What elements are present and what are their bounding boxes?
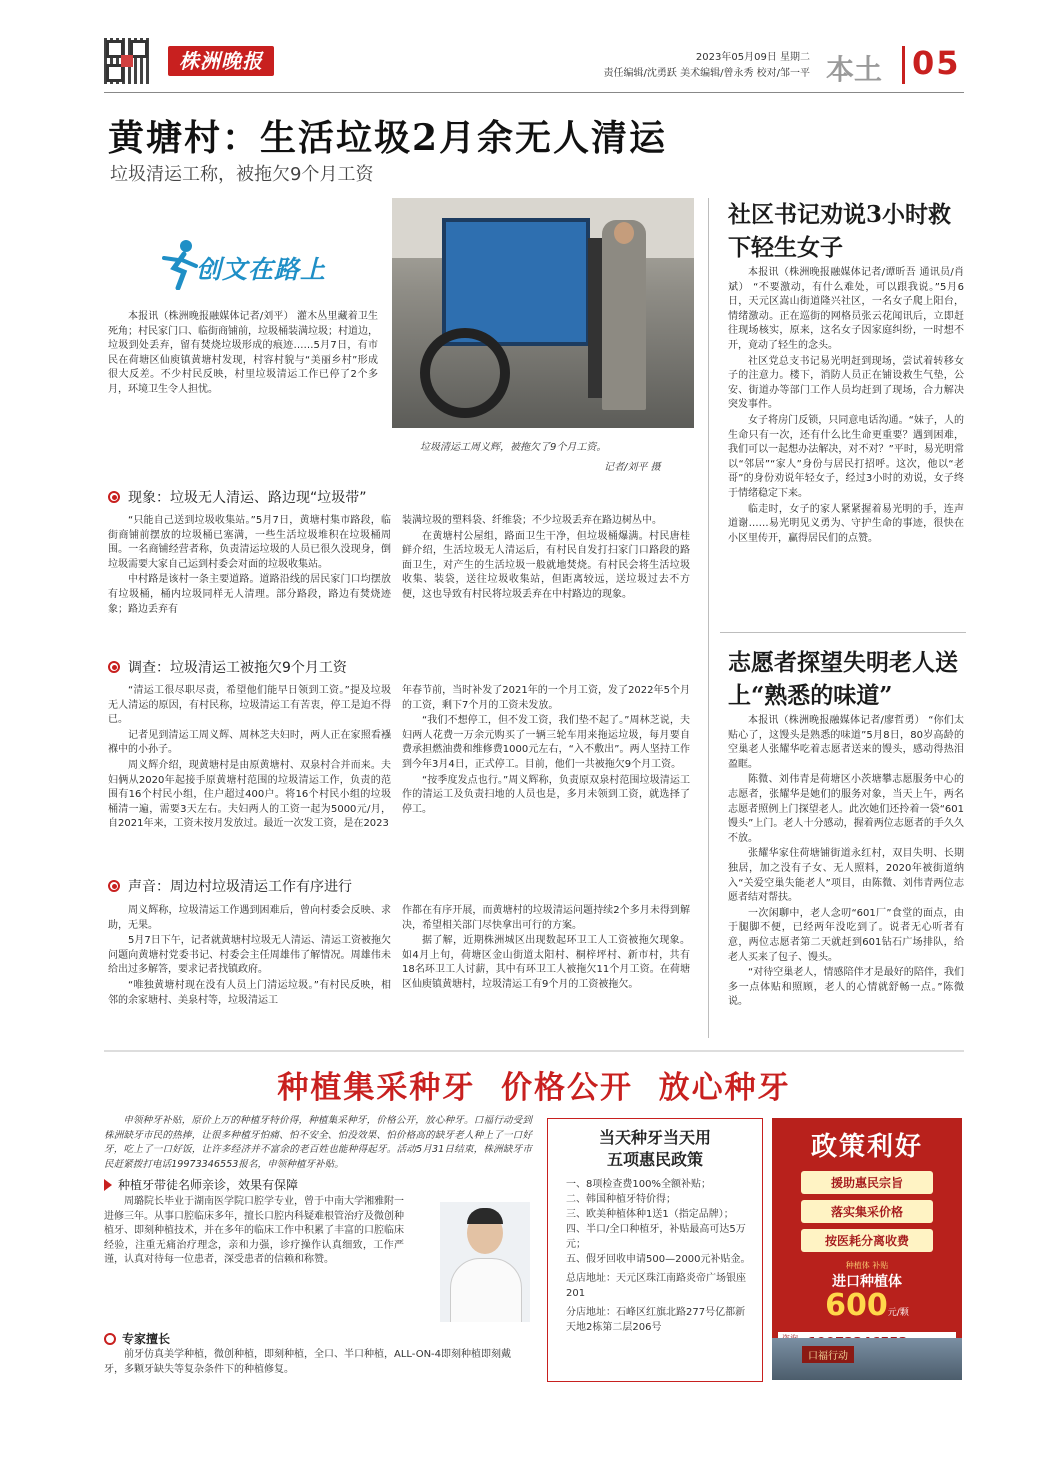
policy-title: 当天种牙当天用 五项惠民政策: [598, 1128, 711, 1169]
policy-item: 一、8项检查费100%全额补贴；: [566, 1179, 711, 1190]
banner-item: 援助惠民宗旨: [801, 1171, 933, 1194]
bullet-icon: [108, 491, 120, 503]
column-divider: [708, 198, 709, 1038]
doctor-heading: [104, 1176, 532, 1193]
header-divider: [902, 46, 905, 84]
paragraph: “我们不想停工，但不发工资，我们垫不起了。”周林芝说，夫妇两人花费一万余元购买了一辆三轮车用来拖运垃圾，每月要自费承担燃油费和维修费1000元左右，“入不敷出”。两人坚持工作到今年3月4日，正式停工。目前，他们一共被拖欠9个月工资。: [402, 715, 690, 770]
paragraph: “唯独黄塘村现在没有人员上门清运垃圾。”有村民反映，相邻的余家塘村、美泉村等，垃圾清运工: [108, 979, 391, 1006]
policy-item: 四、半口/全口种植牙，补贴最高可达5万元；: [566, 1224, 746, 1250]
section3-col2: [402, 904, 690, 993]
policy-item: 二、韩国种植牙特价得；: [566, 1194, 676, 1205]
paragraph: 中村路是该村一条主要道路。道路沿线的居民家门口均摆放有垃圾桶，桶内垃圾同样无人清理。部分路段，路边有焚烧迹象；路边丢弃有: [108, 574, 391, 615]
paragraph: “清运工很尽职尽责，希望他们能早日领到工资。”提及垃圾无人清运的原因，有村民称，垃圾清运工有苦衷，停工是迫不得已。: [108, 685, 391, 726]
banner-item: 落实集采价格: [801, 1200, 933, 1223]
section1-col1: [108, 514, 391, 617]
page-number: 05: [912, 44, 961, 82]
lead-intro: [108, 310, 378, 398]
policy-box: [547, 1118, 763, 1382]
address-main: 总店地址：天元区珠江南路炎帝广场银座201: [566, 1273, 746, 1299]
section-name: 本土: [826, 53, 883, 86]
lead-intro-text: 本报讯（株洲晚报融媒体记者/刘平） 灌木丛里藏着卫生死角；村民家门口、临街商铺前，垃圾桶装满垃圾；村道边，垃圾到处丢弃，留有焚烧垃圾形成的痕迹……5月7日，有市民在荷塘区仙庾镇黄塘村发现，村容村貌与“美丽乡村”形成很大反差。不少村民反映，村里垃圾清运工作已停了2个多月，环境卫生令人担忧。: [108, 311, 378, 395]
paragraph: 社区党总支书记易光明赶到现场，尝试着转移女子的注意力。楼下，消防人员正在铺设救生气垫，公安、街道办等部门工作人员均赶到了现场，合力解决突发事件。: [728, 355, 964, 411]
masthead-text: 株洲晚报: [179, 49, 263, 73]
section2-col2: [402, 684, 690, 817]
section1-col2: [402, 514, 690, 603]
storefront-photo: [772, 1338, 962, 1380]
column-logo: [156, 238, 352, 294]
section2-col1: [108, 684, 391, 832]
promo-banner: [772, 1118, 962, 1380]
lead-subhead: 垃圾清运工称，被拖欠9个月工资: [110, 164, 374, 185]
paragraph: 一次闲聊中，老人念叨“601厂”食堂的面点，由于腿脚不便，已经两年没吃到了。说者无心听者有意，两位志愿者第二天就赶到601钻石广场排队，给老人买来了包子、馒头。: [728, 907, 964, 963]
bullet-icon: [108, 880, 120, 892]
implant-price: 600: [825, 1288, 888, 1323]
lead-photo: [392, 198, 694, 428]
expert-text: 前牙仿真美学种植，微创种植，即刻种植，全口、半口种植，ALL-ON-4即刻种植即刻戴牙，多颗牙缺失等复杂条件下的种植修复。: [104, 1349, 512, 1375]
implant-unit: 元/颗: [887, 1308, 909, 1318]
ad-left-panel: [104, 1114, 532, 1378]
paragraph: 陈微、刘伟青是荷塘区小茨塘攀志愿服务中心的志愿者，张耀华是她们的服务对象，当天上午，两名志愿者照例上门探望老人。此次她们还拎着一袋“601馒头”上门。老人十分感动，握着两位志愿者的手久久不放。: [728, 774, 964, 844]
bullet-icon: [108, 661, 120, 673]
doctor-heading-text: 种植牙带徒名师亲诊，效果有保障: [118, 1178, 299, 1192]
paragraph: “只能自己送到垃圾收集站。”5月7日，黄塘村集市路段，临街商铺前摆放的垃圾桶已塞满，一些生活垃圾堆积在垃圾桶周围。一名商铺经营者称，负责清运垃圾的人员已很久没现身，倒垃圾需要大家自己运到村委会对面的垃圾收集站。: [108, 515, 391, 570]
banner-item: 按医耗分离收费: [801, 1229, 933, 1252]
qr-code: [104, 38, 150, 84]
policy-item: 三、欧美种植体种1送1（指定品牌）；: [566, 1209, 734, 1220]
policy-item: 五、假牙回收申请500—2000元补贴金。: [566, 1254, 751, 1265]
paragraph: 作都在有序开展，而黄塘村的垃圾清运问题持续2个多月未得到解决，希望相关部门尽快拿出可行的方案。: [402, 905, 690, 931]
sidebar-divider: [720, 632, 966, 633]
section-heading-voices: [108, 876, 352, 896]
doctor-bio: 周璐院长毕业于湖南医学院口腔学专业，曾于中南大学湘雅附一进修三年。从事口腔临床多年，擅长口腔内科疑难根管治疗及微创种植牙、即刻种植技术，并在多年的临床工作中积累了丰富的口腔临床经验，注重无痛治疗理念，亲和力强，诊疗操作认真细致，工作严谨，认真对待每一位患者，深受患者的信赖和称赞。: [104, 1196, 404, 1265]
storefront-sign: 口福行动: [802, 1346, 854, 1363]
paragraph: “对待空巢老人，情感陪伴才是最好的陪伴，我们多一点体贴和照顾，老人的心情就舒畅一点。”陈微说。: [728, 967, 964, 1008]
paragraph: 年春节前，当时补发了2021年的一个月工资，发了2022年5个月的工资，剩下7个月的工资未发放。: [402, 685, 690, 711]
section-title: 现象：垃圾无人清运、路边现“垃圾带”: [128, 490, 367, 506]
paragraph: 女子将房门反锁，只同意电话沟通。“妹子，人的生命只有一次，还有什么比生命更重要？遇到困难，我们可以一起想办法解决，对不对？”平时，易光明常以“邻居”“家人”身份与居民打招呼。这次，他以“老哥”的身份劝说年轻女子，经过3小时的劝说，女子终于情绪稳定下来。: [728, 414, 964, 499]
paragraph: 5月7日下午，记者就黄塘村垃圾无人清运、清运工资被拖欠问题向黄塘村党委书记、村委会主任周雄伟了解情况。周雄伟未给出过多解答，要求记者找镇政府。: [108, 935, 391, 976]
paragraph: 装满垃圾的塑料袋、纤维袋；不少垃圾丢弃在路边树丛中。: [402, 515, 662, 526]
sidebar-story1-body: [728, 266, 964, 546]
address-branch: 分店地址：石峰区红旗北路277号亿都新天地2栋第二层206号: [566, 1307, 746, 1333]
implant-label: 进口种植体: [832, 1274, 902, 1290]
paragraph: 周义辉介绍，现黄塘村是由原黄塘村、双泉村合并而来。夫妇俩从2020年起接手原黄塘村范围的垃圾清运工作，负责的范围有16个村民小组，住户超过400户。将16个村民小组的垃圾桶清一遍，需要3天左右。夫妇两人的工资一起为5000元/月，自2021年来，工资未按月发放过。最近一次发工资，是在2023: [108, 759, 391, 830]
paragraph: 本报讯（株洲晚报融媒体记者/谭昕吾 通讯员/肖斌） “不要激动，有什么难处，可以跟我说。”5月6日，天元区嵩山街道隆兴社区，一名女子爬上阳台，情绪激动。正在巡街的网格员张云花闻讯后，立即赶往现场核实，原来，这名女子因家庭纠纷，一时想不开，竟动了轻生的念头。: [728, 267, 964, 351]
section-heading-phenomenon: [108, 487, 367, 507]
bullet-icon: [104, 1333, 116, 1345]
paragraph: 据了解，近期株洲城区出现数起环卫工人工资被拖欠现象。如4月上旬，荷塘区金山街道太阳村、桐梓坪村、新市村，共有18名环卫工人讨薪，其中有环卫工人被拖欠11个月工资。在荷塘区仙庾镇黄塘村，垃圾清运工有9个月的工资被拖欠。: [402, 935, 690, 990]
column-logo-text: 创文在路上: [196, 255, 327, 284]
sidebar-story1-title: 社区书记劝说3小时救下轻生女子: [728, 201, 952, 261]
paragraph: 临走时，女子的家人紧紧握着易光明的手，连声道谢……易光明见义勇为、守护生命的事迹，很快在小区里传开，赢得居民们的点赞。: [728, 503, 964, 544]
paragraph: 周义辉称，垃圾清运工作遇到困难后，曾向村委会反映、求助，无果。: [108, 905, 391, 931]
implant-price-row: [772, 1288, 962, 1328]
photo-credit: 记者/刘平 摄: [604, 462, 661, 473]
paragraph: 记者见到清运工周义辉、周林芝夫妇时，两人正在家照看襁褓中的小孙子。: [108, 729, 391, 756]
paragraph: 张耀华家住荷塘铺街道永红村，双目失明、长期独居，加之没有子女、无人照料，2020年被街道纳入“关爱空巢失能老人”项目，由陈微、刘伟青两位志愿者结对帮扶。: [728, 848, 964, 904]
doctor-photo: [440, 1202, 530, 1322]
banner-small: 种植体 补贴: [845, 1261, 889, 1270]
runner-icon: [156, 238, 200, 290]
policy-list: [548, 1171, 762, 1335]
ad-top-rule: [104, 1050, 964, 1052]
editor-credits: 责任编辑/沈勇跃 美术编辑/曾永秀 校对/邹一平: [603, 68, 810, 79]
section-heading-investigation: [108, 657, 347, 677]
issue-date: 2023年05月09日 星期二: [695, 52, 810, 63]
paragraph: 本报讯（株洲晚报融媒体记者/廖哲勇） “你们太贴心了，这馒头是熟悉的味道”5月8日，80岁高龄的空巢老人张耀华吃着志愿者送来的馒头，感动得热泪盈眶。: [728, 715, 964, 770]
section3-col1: [108, 904, 391, 1008]
section-title: 声音：周边村垃圾清运工作有序进行: [128, 879, 352, 895]
masthead-logo: [168, 46, 274, 76]
lead-headline: 黄塘村：生活垃圾2月余无人清运: [108, 117, 668, 159]
paragraph: 在黄塘村公屋组，路面卫生干净，但垃圾桶爆满。村民唐桂鲜介绍，生活垃圾无人清运后，有村民自发打扫家门口路段的路面卫生，对产生的生活垃圾一般就地焚烧。有村民会将生活垃圾收集、装袋，送往垃圾收集站，但距离较远，送垃圾过去不方便，这也导致有村民将垃圾丢弃在中村路边的现象。: [402, 530, 690, 600]
expert-label-text: 专家擅长: [122, 1332, 171, 1346]
banner-title: 政策利好: [810, 1132, 923, 1162]
section-title: 调查：垃圾清运工被拖欠9个月工资: [128, 660, 347, 676]
header-rule: [104, 92, 964, 93]
arrow-icon: [104, 1179, 112, 1191]
photo-caption: 垃圾清运工周义辉，被拖欠了9个月工资。: [420, 442, 607, 453]
ad-headline: 种植集采种牙 价格公开 放心种牙: [277, 1070, 791, 1106]
expert-label: [104, 1330, 170, 1347]
sidebar-story2-body: [728, 714, 964, 1010]
sidebar-story2-title: 志愿者探望失明老人送上“熟悉的味道”: [728, 649, 958, 709]
ad-intro: 申领种牙补贴，原价上万的种植牙特价得，种植集采种牙，价格公开，放心种牙。口福行动受到株洲缺牙市民的热捧，让很多种植牙怕痛、怕不安全、怕没效果、怕价格高的缺牙老人种上了一口好牙，吃上了一口好饭，让许多经济并不富余的老百姓也能种得起牙。活动5月31日结束，株洲缺牙市民赶紧拨打电话19973346553报名，申领种植牙补贴。: [104, 1115, 532, 1170]
paragraph: “按季度发点也行。”周义辉称，负责原双泉村范围垃圾清运工作的清运工及负责扫地的人员也是，多月未领到工资，就选择了停工。: [402, 774, 690, 815]
